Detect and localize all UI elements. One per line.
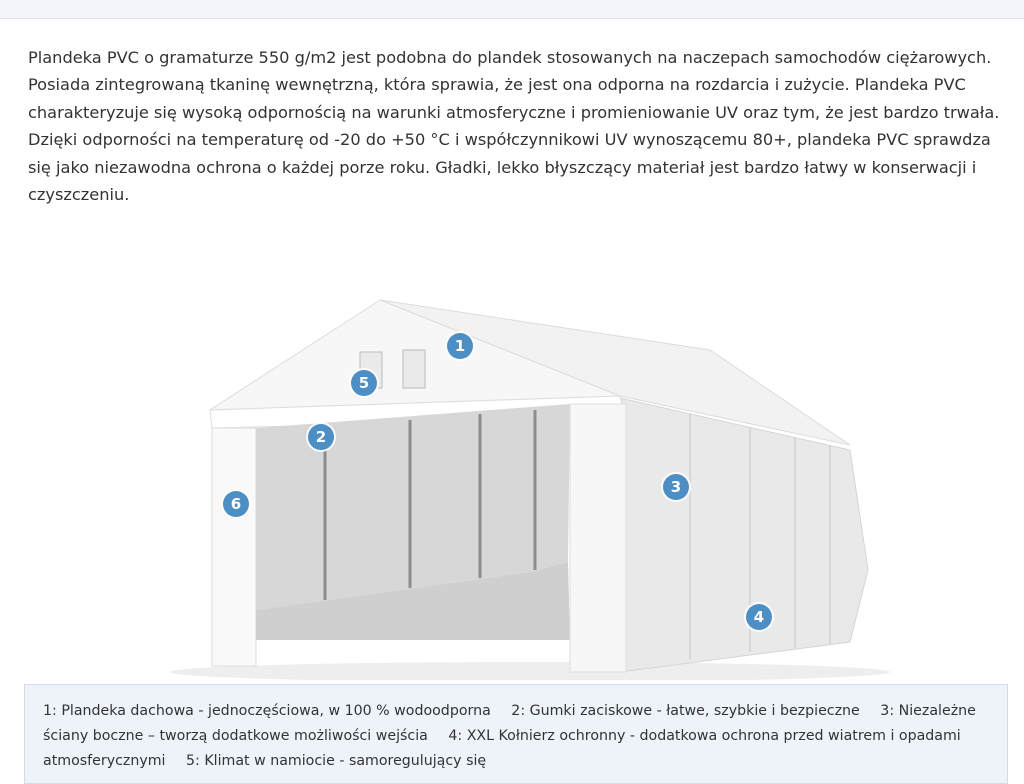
legend-item-2: 2: Gumki zaciskowe - łatwe, szybkie i bezpieczne: [511, 703, 860, 719]
marker-5: 5: [351, 370, 377, 396]
marker-1: 1: [447, 333, 473, 359]
tent-image: [150, 280, 910, 680]
marker-6: 6: [223, 491, 249, 517]
marker-2: 2: [308, 424, 334, 450]
top-bar: [0, 0, 1024, 19]
tent-illustration: [150, 280, 910, 680]
legend-item-4: 4: XXL Kołnierz ochronny - dodatkowa ochrona przed wiatrem i opadami atmosferycznymi: [43, 728, 961, 769]
legend-item-3: 3: Niezależne ściany boczne – tworzą dodatkowe możliwości wejścia: [43, 703, 976, 744]
legend-box: [24, 684, 1008, 784]
legend-item-5: 5: Klimat w namiocie - samoregulujący się: [186, 753, 487, 769]
legend-item-1: 1: Plandeka dachowa - jednoczęściowa, w 100 % wodoodporna: [43, 703, 491, 719]
marker-4: 4: [746, 604, 772, 630]
marker-3: 3: [663, 474, 689, 500]
product-description: Plandeka PVC o gramaturze 550 g/m2 jest podobna do plandek stosowanych na naczepach samochodów ciężarowych. Posiada zintegrowaną tkaninę wewnętrzną, która sprawia, że jest ona odporna na rozdarcia i zużycie. Plandeka PVC charakteryzuje się wysoką odpornością na warunki atmosferyczne i promieniowanie UV oraz tym, że jest bardzo trwała. Dzięki odporności na temperaturę od -20 do +50 °C i współczynnikowi UV wynoszącemu 80+, plandeka PVC sprawdza się jako niezawodna ochrona o każdej porze roku. Gładki, lekko błyszczący materiał jest bardzo łatwy w konserwacji i czyszczeniu.: [28, 48, 1000, 205]
